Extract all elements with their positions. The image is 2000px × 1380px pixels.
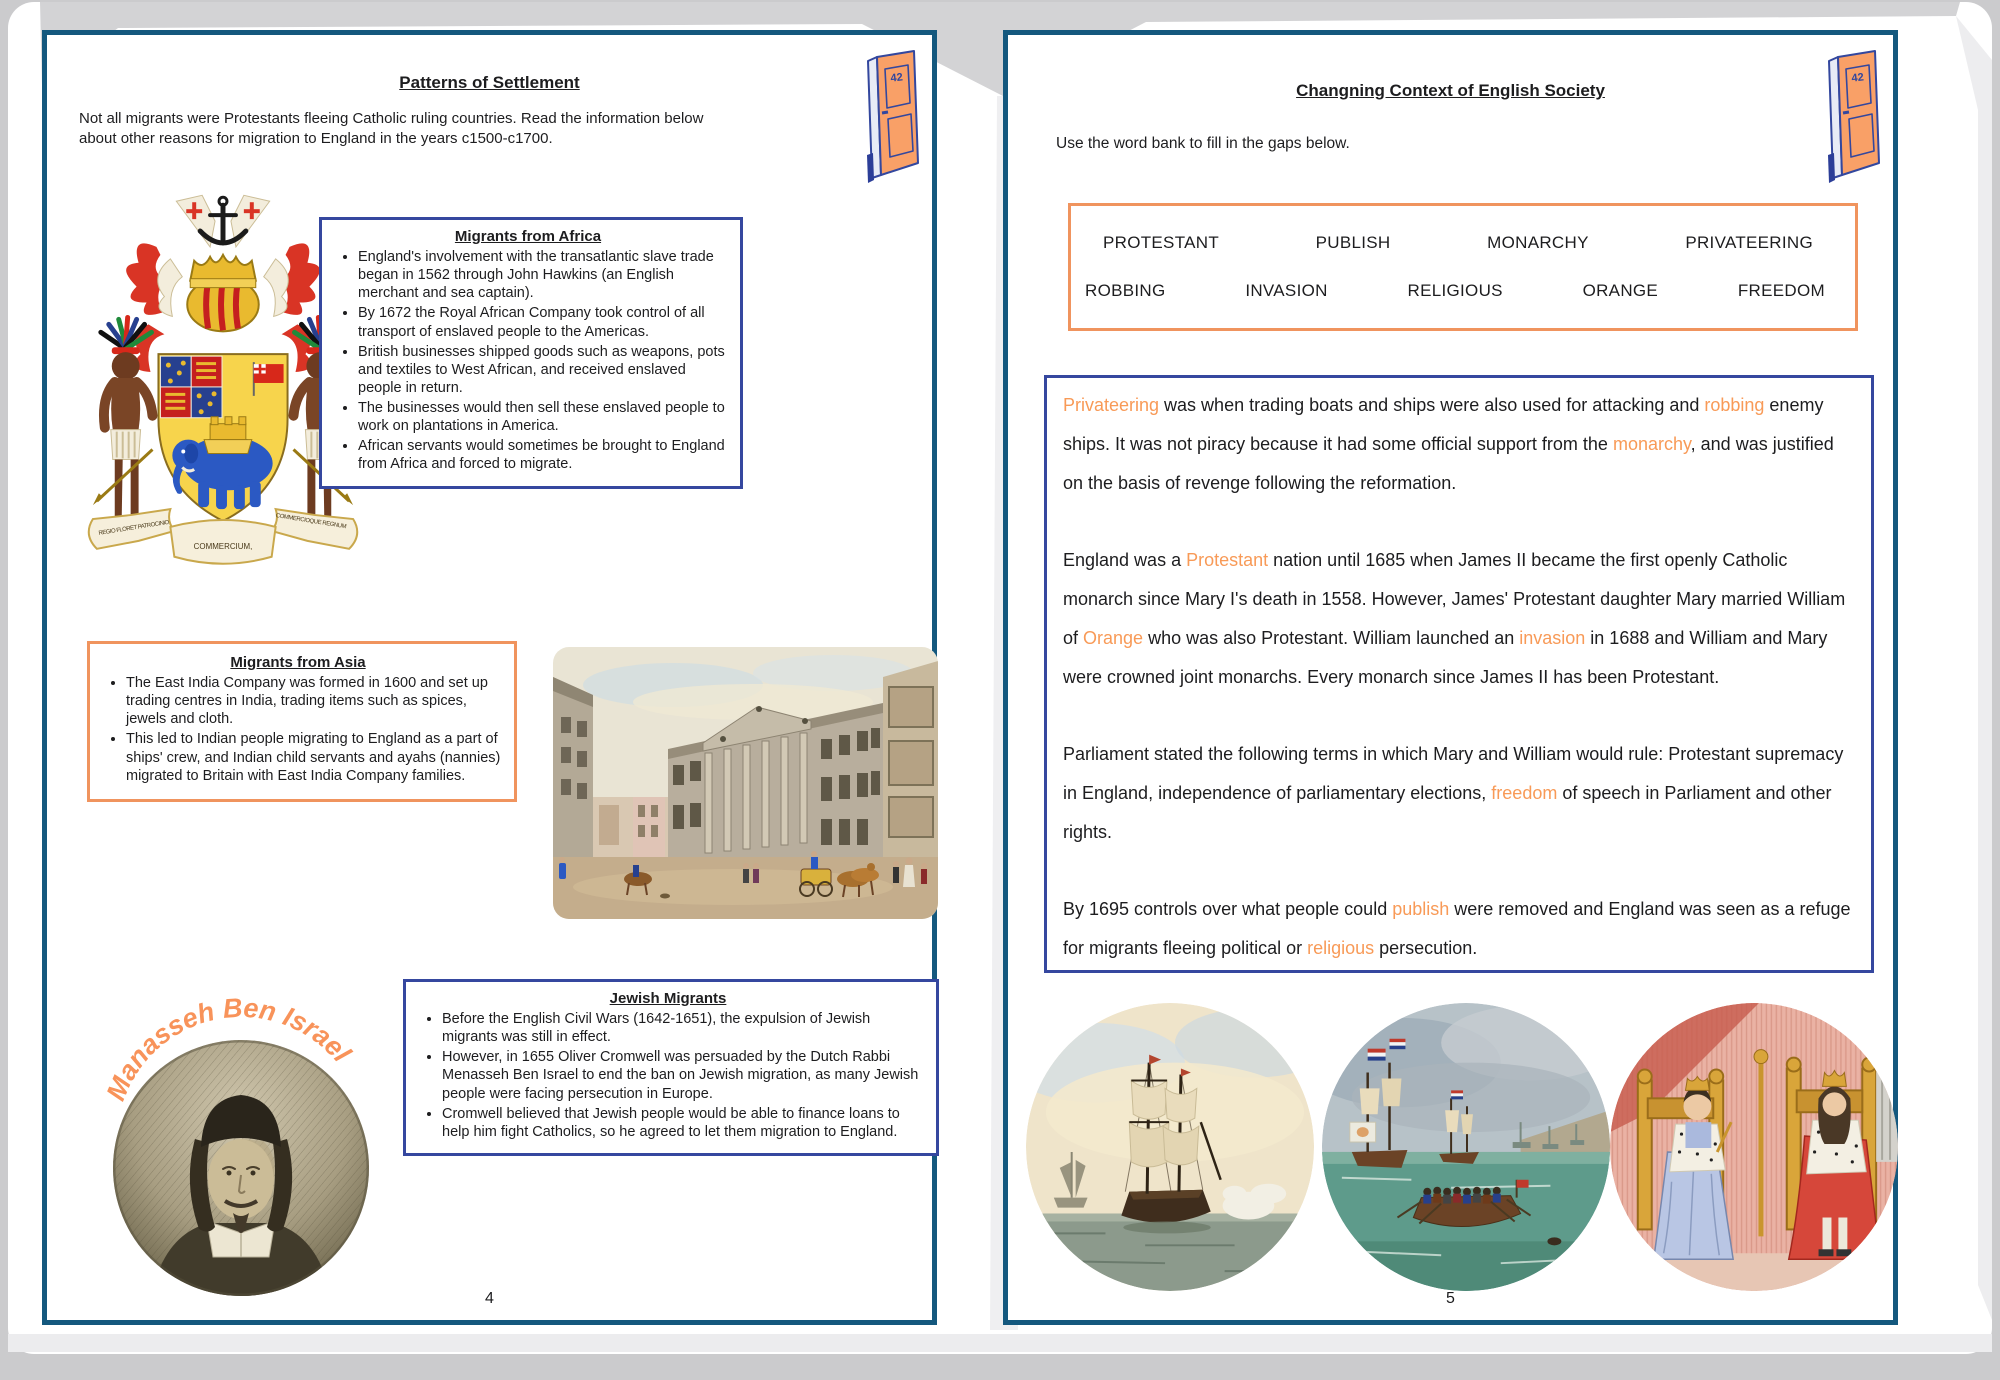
word-bank-word: FREEDOM: [1737, 280, 1825, 300]
africa-box: [319, 217, 743, 489]
william-and-mary-image: [1610, 1003, 1898, 1291]
arms-motto-right: COMMERCIOQUE REGNUM: [275, 513, 347, 531]
word-bank-word: PROTESTANT: [1103, 233, 1220, 253]
page-number: 5: [1446, 1290, 1455, 1307]
intro-text: Not all migrants were Protestants fleeing Catholic ruling countries. Read the information below about other reasons for migration to England in the years c1500-c1700.: [79, 110, 704, 147]
word-bank-word: RELIGIOUS: [1407, 280, 1503, 300]
list-item: • The East India Company was formed in 1600 and set up trading centres in India, trading items such as spices, jewels and cloth.: [126, 674, 504, 728]
sailing-ship-image: [1026, 1003, 1314, 1291]
africa-box-list: [324, 248, 732, 474]
portrait-arc-label: Manasseh Ben Israel: [100, 992, 357, 1105]
list-item: • The businesses would then sell these enslaved people to work on plantations in America.: [358, 399, 732, 435]
word-bank-word: MONARCHY: [1487, 233, 1589, 253]
asia-box: [87, 641, 517, 802]
word-bank-word: PRIVATEERING: [1685, 233, 1813, 253]
arms-motto-center: COMMERCIUM,: [193, 541, 253, 551]
jewish-box-title: Jewish Migrants: [609, 990, 727, 1007]
paragraph: England was a Protestant nation until 1685 when James II became the first openly Catholic monarch since Mary I's death in 1558. However, James' Protestant daughter Mary married William of Orange who was also Protestant. William launched an invasion in 1688 and William and Mary were crowned joint monarchs. Every monarch since James II has been Protestant.: [1063, 550, 1846, 687]
list-item: • England's involvement with the transatlantic slave trade began in 1562 through John Hawkins (an English merchant and sea captain).: [358, 248, 732, 302]
word-bank-row: [1071, 233, 1855, 253]
page-number: 4: [485, 1290, 494, 1307]
gap-fill-text-box: [1044, 375, 1874, 973]
word-bank-word: INVASION: [1245, 280, 1328, 300]
page-left: [42, 30, 937, 1325]
east-india-house-image: [553, 647, 938, 919]
paragraph: By 1695 controls over what people could publish were removed and England was seen as a refuge for migrants fleeing political or religious persecution.: [1063, 899, 1851, 958]
jewish-box-list: [408, 1010, 928, 1141]
africa-box-title: Migrants from Africa: [454, 228, 602, 245]
asia-box-title: Migrants from Asia: [230, 654, 366, 671]
manasseh-ben-israel-portrait: [91, 983, 391, 1303]
paragraph: Parliament stated the following terms in which Mary and William would rule: Protestant supremacy in England, independence of parliamentary elections, freedom of speech in Parliament and other rights.: [1063, 744, 1844, 842]
open-door-icon: [860, 47, 922, 185]
list-item: • This led to Indian people migrating to England as a part of ships' crew, and Indian child servants and ayahs (nannies) migrated to Britain with East India Company families.: [126, 730, 504, 784]
open-door-icon: [1821, 47, 1883, 185]
word-bank-word: ORANGE: [1582, 280, 1659, 300]
door-badge: 42: [1850, 71, 1865, 85]
list-item: • By 1672 the Royal African Company took control of all transport of enslaved people to the Americas.: [358, 304, 732, 340]
list-item: • However, in 1655 Oliver Cromwell was persuaded by the Dutch Rabbi Menasseh Ben Israel to end the ban on Jewish migration, as many Jewish people were facing persecution in Europe.: [442, 1048, 928, 1102]
invasion-fleet-image: [1322, 1003, 1610, 1291]
list-item: • African servants would sometimes be brought to England from Africa and forced to migrate.: [358, 437, 732, 473]
page-title: Changning Context of English Society: [1296, 81, 1605, 100]
page-title: Patterns of Settlement: [399, 73, 580, 92]
list-item: • Before the English Civil Wars (1642-1651), the expulsion of Jewish migrants was still in effect.: [442, 1010, 928, 1046]
asia-box-list: [92, 674, 504, 785]
word-bank: [1068, 203, 1858, 331]
word-bank-word: ROBBING: [1085, 280, 1166, 300]
jewish-migrants-box: [403, 979, 939, 1156]
arms-motto-left: REGIO FLORET PATROCINIO: [98, 519, 170, 537]
instruction-text: Use the word bank to fill in the gaps below.: [1056, 135, 1350, 152]
word-bank-word: PUBLISH: [1315, 233, 1391, 253]
list-item: • Cromwell believed that Jewish people would be able to finance loans to help him fight Catholics, so he agreed to let them migration to England.: [442, 1105, 928, 1141]
paragraph: Privateering was when trading boats and ships were also used for attacking and robbing enemy ships. It was not piracy because it had some official support from the monarchy, and was justified on the basis of revenge following the reformation.: [1063, 395, 1834, 493]
page-right: [1003, 30, 1898, 1325]
door-badge: 42: [889, 71, 904, 85]
word-bank-row: [1071, 281, 1855, 301]
list-item: • British businesses shipped goods such as weapons, pots and textiles to West African, and received enslaved people in return.: [358, 343, 732, 397]
